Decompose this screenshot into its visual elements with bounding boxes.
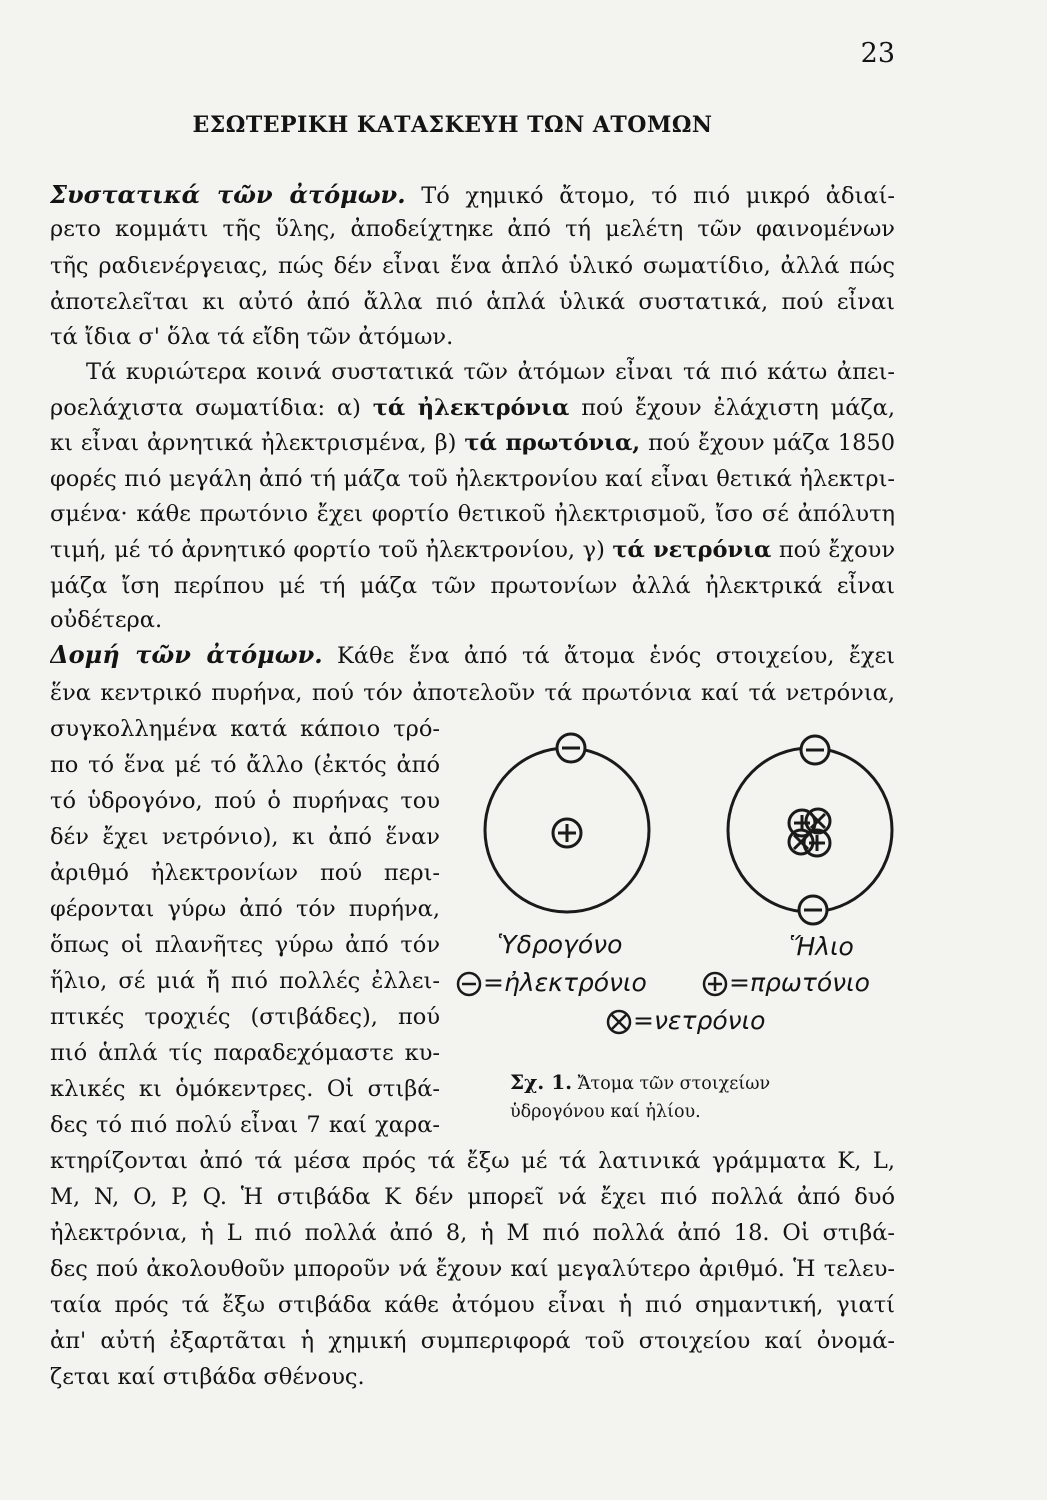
legend-proton-label: =πρωτόνιο: [729, 968, 870, 997]
paragraph-line: M, N, O, P, Q. Ἡ στιβάδα K δέν μπορεῖ νά ἔχει πιό πολλά ἀπό δυό: [50, 1184, 895, 1210]
paragraph-line: Τά κυριώτερα κοινά συστατικά τῶν ἀτόμων εἶναι τά πιό κάτω ἀπει-: [86, 359, 895, 385]
paragraph-line: [50, 426, 895, 460]
caption-number: Σχ. 1.: [510, 1070, 573, 1094]
paragraph-line: φέρονται γύρω ἀπό τόν πυρήνα,: [50, 896, 440, 922]
paragraph-line: [50, 533, 895, 567]
text-fragment: κι εἶναι ἀρνητικά ἠλεκτρισμένα, β): [50, 430, 457, 456]
paragraph-line: ρετο κομμάτι τῆς ὕλης, ἀποδείχτηκε ἀπό τή μελέτη τῶν φαινομένων: [50, 216, 895, 242]
caption-text: Ἄτομα τῶν στοιχείων ὑδρογόνου καί ἡλίου.: [510, 1074, 771, 1122]
paragraph-line: κτηρίζονται ἀπό τά μέσα πρός τά ἔξω μέ τά λατινικά γράμματα K, L,: [50, 1148, 895, 1174]
term-electrons: τά ἠλεκτρόνια: [372, 395, 570, 421]
figure-caption: [510, 1068, 870, 1126]
legend-neutron-label: =νετρόνιο: [633, 1006, 766, 1035]
legend-electron-label: =ἠλεκτρόνιο: [483, 968, 647, 997]
label-helium: Ἥλιο: [789, 932, 854, 961]
paragraph-text: Κάθε ἕνα ἀπό τά ἄτομα ἑνός στοιχείου, ἔχει: [337, 643, 895, 669]
helium-nucleus-icon: [789, 809, 830, 856]
paragraph-line: δες πού ἀκολουθοῦν μποροῦν νά ἔχουν καί μεγαλύτερο ἀριθμό. Ἡ τελευ-: [50, 1256, 895, 1282]
paragraph-line: ἀριθμό ἠλεκτρονίων πού περι-: [50, 860, 440, 886]
section3-line-1: [50, 638, 895, 672]
paragraph-line: φορές πιό μεγάλη ἀπό τή μάζα τοῦ ἠλεκτρονίου καί εἶναι θετικά ἠλεκτρι-: [50, 466, 895, 492]
paragraph-line: ἀποτελεῖται κι αὐτό ἀπό ἄλλα πιό ἁπλά ὑλικά συστατικά, πού εἶναι: [50, 289, 895, 315]
section3-heading: Δομή τῶν ἀτόμων.: [50, 640, 323, 669]
text-fragment: πού ἔχουν: [778, 537, 895, 563]
label-hydrogen: Ὑδρογόνο: [497, 930, 623, 959]
paragraph-line: οὐδέτερα.: [50, 607, 163, 633]
paragraph-line: [50, 391, 895, 425]
text-fragment: πού ἔχουν μάζα 1850: [648, 430, 895, 456]
term-neutrons: τά νετρόνια: [612, 537, 772, 563]
paragraph-line: ἀπ' αὐτή ἐξαρτᾶται ἡ χημική συμπεριφορά τοῦ στοιχείου καί ὀνομά-: [50, 1328, 895, 1354]
paragraph-line: δες τό πιό πολύ εἶναι 7 καί χαρα-: [50, 1112, 440, 1138]
paragraph-line: ἕνα κεντρικό πυρήνα, πού τόν ἀποτελοῦν τά πρωτόνια καί τά νετρόνια,: [50, 680, 895, 706]
text-fragment: πού ἔχουν ἐλάχιστη μάζα,: [581, 395, 895, 421]
paragraph-line: σμένα· κάθε πρωτόνιο ἔχει φορτίο θετικοῦ ἠλεκτρισμοῦ, ἴσο σέ ἀπόλυτη: [50, 501, 895, 527]
page-number: 23: [860, 38, 895, 69]
legend-neutron-icon: [605, 1008, 635, 1038]
text-fragment: τιμή, μέ τό ἀρνητικό φορτίο τοῦ ἠλεκτρονίου, γ): [50, 537, 605, 563]
atom-figure: [455, 730, 915, 1035]
paragraph-line: τό ὑδρογόνο, πού ὁ πυρήνας του: [50, 788, 440, 814]
paragraph-line: τά ἴδια σ' ὅλα τά εἴδη τῶν ἀτόμων.: [50, 324, 454, 350]
paragraph-line: συγκολλημένα κατά κάποιο τρό-: [50, 716, 440, 742]
paragraph-text: Τό χημικό ἄτομο, τό πιό μικρό ἀδιαί-: [421, 183, 895, 209]
section1-heading: Συστατικά τῶν ἀτόμων.: [50, 180, 406, 209]
paragraph-line: μάζα ἴση περίπου μέ τή μάζα τῶν πρωτονίων ἀλλά ἠλεκτρικά εἶναι: [50, 573, 895, 599]
paragraph-line: ἠλεκτρόνια, ἡ L πιό πολλά ἀπό 8, ἡ M πιό πολλά ἀπό 18. Οἱ στιβά-: [50, 1220, 895, 1246]
paragraph-line: κλικές κι ὁμόκεντρες. Οἱ στιβά-: [50, 1076, 440, 1102]
paragraph-line: πτικές τροχιές (στιβάδες), πού: [50, 1004, 440, 1030]
paragraph-line: πιό ἁπλά τίς παραδεχόμαστε κυ-: [50, 1040, 440, 1066]
paragraph-line: ταία πρός τά ἔξω στιβάδα κάθε ἀτόμου εἶναι ἡ πιό σημαντική, γιατί: [50, 1292, 895, 1318]
legend-electron-icon: [455, 970, 485, 1000]
term-protons: τά πρωτόνια,: [464, 430, 641, 456]
paragraph-line: ζεται καί στιβάδα σθένους.: [50, 1364, 365, 1390]
chapter-title: ΕΣΩΤΕΡΙΚΗ ΚΑΤΑΣΚΕΥΗ ΤΩΝ ΑΤΟΜΩΝ: [192, 112, 713, 138]
paragraph-line: ἥλιο, σέ μιά ἤ πιό πολλές ἐλλει-: [50, 968, 440, 994]
section1-line-1: [50, 178, 895, 212]
paragraph-line: δέν ἔχει νετρόνιο), κι ἀπό ἕναν: [50, 824, 440, 850]
paragraph-line: πο τό ἕνα μέ τό ἄλλο (ἐκτός ἀπό: [50, 752, 440, 778]
text-fragment: ροελάχιστα σωματίδια: α): [50, 395, 361, 421]
paragraph-line: τῆς ραδιενέργειας, πώς δέν εἶναι ἕνα ἁπλό ὑλικό σωματίδιο, ἀλλά πώς: [50, 253, 895, 279]
legend-proton-icon: [701, 970, 731, 1000]
atom-diagram: [455, 730, 915, 950]
paragraph-line: ὅπως οἱ πλανῆτες γύρω ἀπό τόν: [50, 932, 440, 958]
